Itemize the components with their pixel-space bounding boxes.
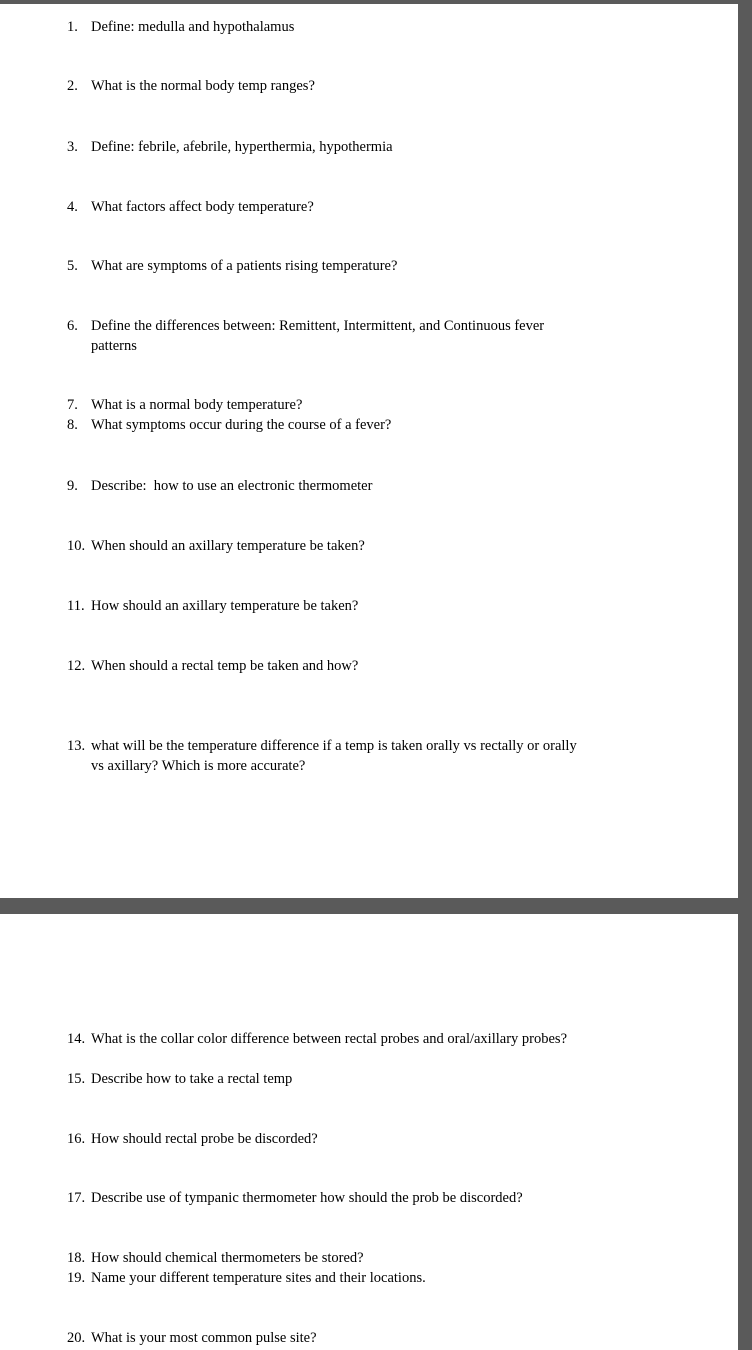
question-text: Define the differences between: Remittent, Intermittent, and Continuous fever — [91, 318, 545, 334]
question-text: Describe use of tympanic thermometer how should the prob be discorded? — [91, 1190, 523, 1206]
question-text: Name your different temperature sites and their locations. — [91, 1270, 426, 1286]
question-text: When should a rectal temp be taken and how? — [91, 658, 359, 674]
question-text: When should an axillary temperature be taken? — [91, 538, 365, 554]
question-text: what will be the temperature difference if a temp is taken orally vs rectally or orally — [91, 738, 577, 754]
question-text: What are symptoms of a patients rising temperature? — [91, 258, 398, 274]
question-number: 15. — [67, 1071, 86, 1087]
question-number: 11. — [67, 598, 85, 614]
question-number: 16. — [67, 1131, 86, 1147]
document-page-1 — [0, 4, 738, 898]
question-number: 12. — [67, 658, 86, 674]
question-number: 19. — [67, 1270, 86, 1286]
question-text: Describe: how to use an electronic thermometer — [91, 478, 373, 494]
question-text: What is the normal body temp ranges? — [91, 78, 315, 94]
question-text: What is a normal body temperature? — [91, 397, 303, 413]
question-number: 4. — [67, 199, 78, 215]
question-number: 20. — [67, 1330, 86, 1346]
question-text: Define: febrile, afebrile, hyperthermia, hypothermia — [91, 139, 393, 155]
question-text: How should an axillary temperature be taken? — [91, 598, 359, 614]
question-text: What is the collar color difference between rectal probes and oral/axillary probes? — [91, 1031, 568, 1047]
question-number: 17. — [67, 1190, 86, 1206]
question-number: 6. — [67, 318, 78, 334]
question-text: How should rectal probe be discorded? — [91, 1131, 318, 1147]
question-text: What is your most common pulse site? — [91, 1330, 317, 1346]
question-number: 8. — [67, 417, 78, 433]
question-number: 3. — [67, 139, 78, 155]
question-number: 10. — [67, 538, 86, 554]
question-text: vs axillary? Which is more accurate? — [91, 758, 306, 774]
question-number: 7. — [67, 397, 78, 413]
question-number: 2. — [67, 78, 78, 94]
question-text: What factors affect body temperature? — [91, 199, 314, 215]
question-number: 1. — [67, 19, 78, 35]
question-text: Define: medulla and hypothalamus — [91, 19, 295, 35]
question-text: Describe how to take a rectal temp — [91, 1071, 293, 1087]
question-number: 5. — [67, 258, 78, 274]
question-number: 18. — [67, 1250, 86, 1266]
question-text: What symptoms occur during the course of a fever? — [91, 417, 392, 433]
question-text: patterns — [91, 338, 137, 354]
question-number: 14. — [67, 1031, 86, 1047]
question-number: 13. — [67, 738, 86, 754]
document-page-2 — [0, 914, 738, 1350]
question-number: 9. — [67, 478, 78, 494]
question-text: How should chemical thermometers be stored? — [91, 1250, 364, 1266]
